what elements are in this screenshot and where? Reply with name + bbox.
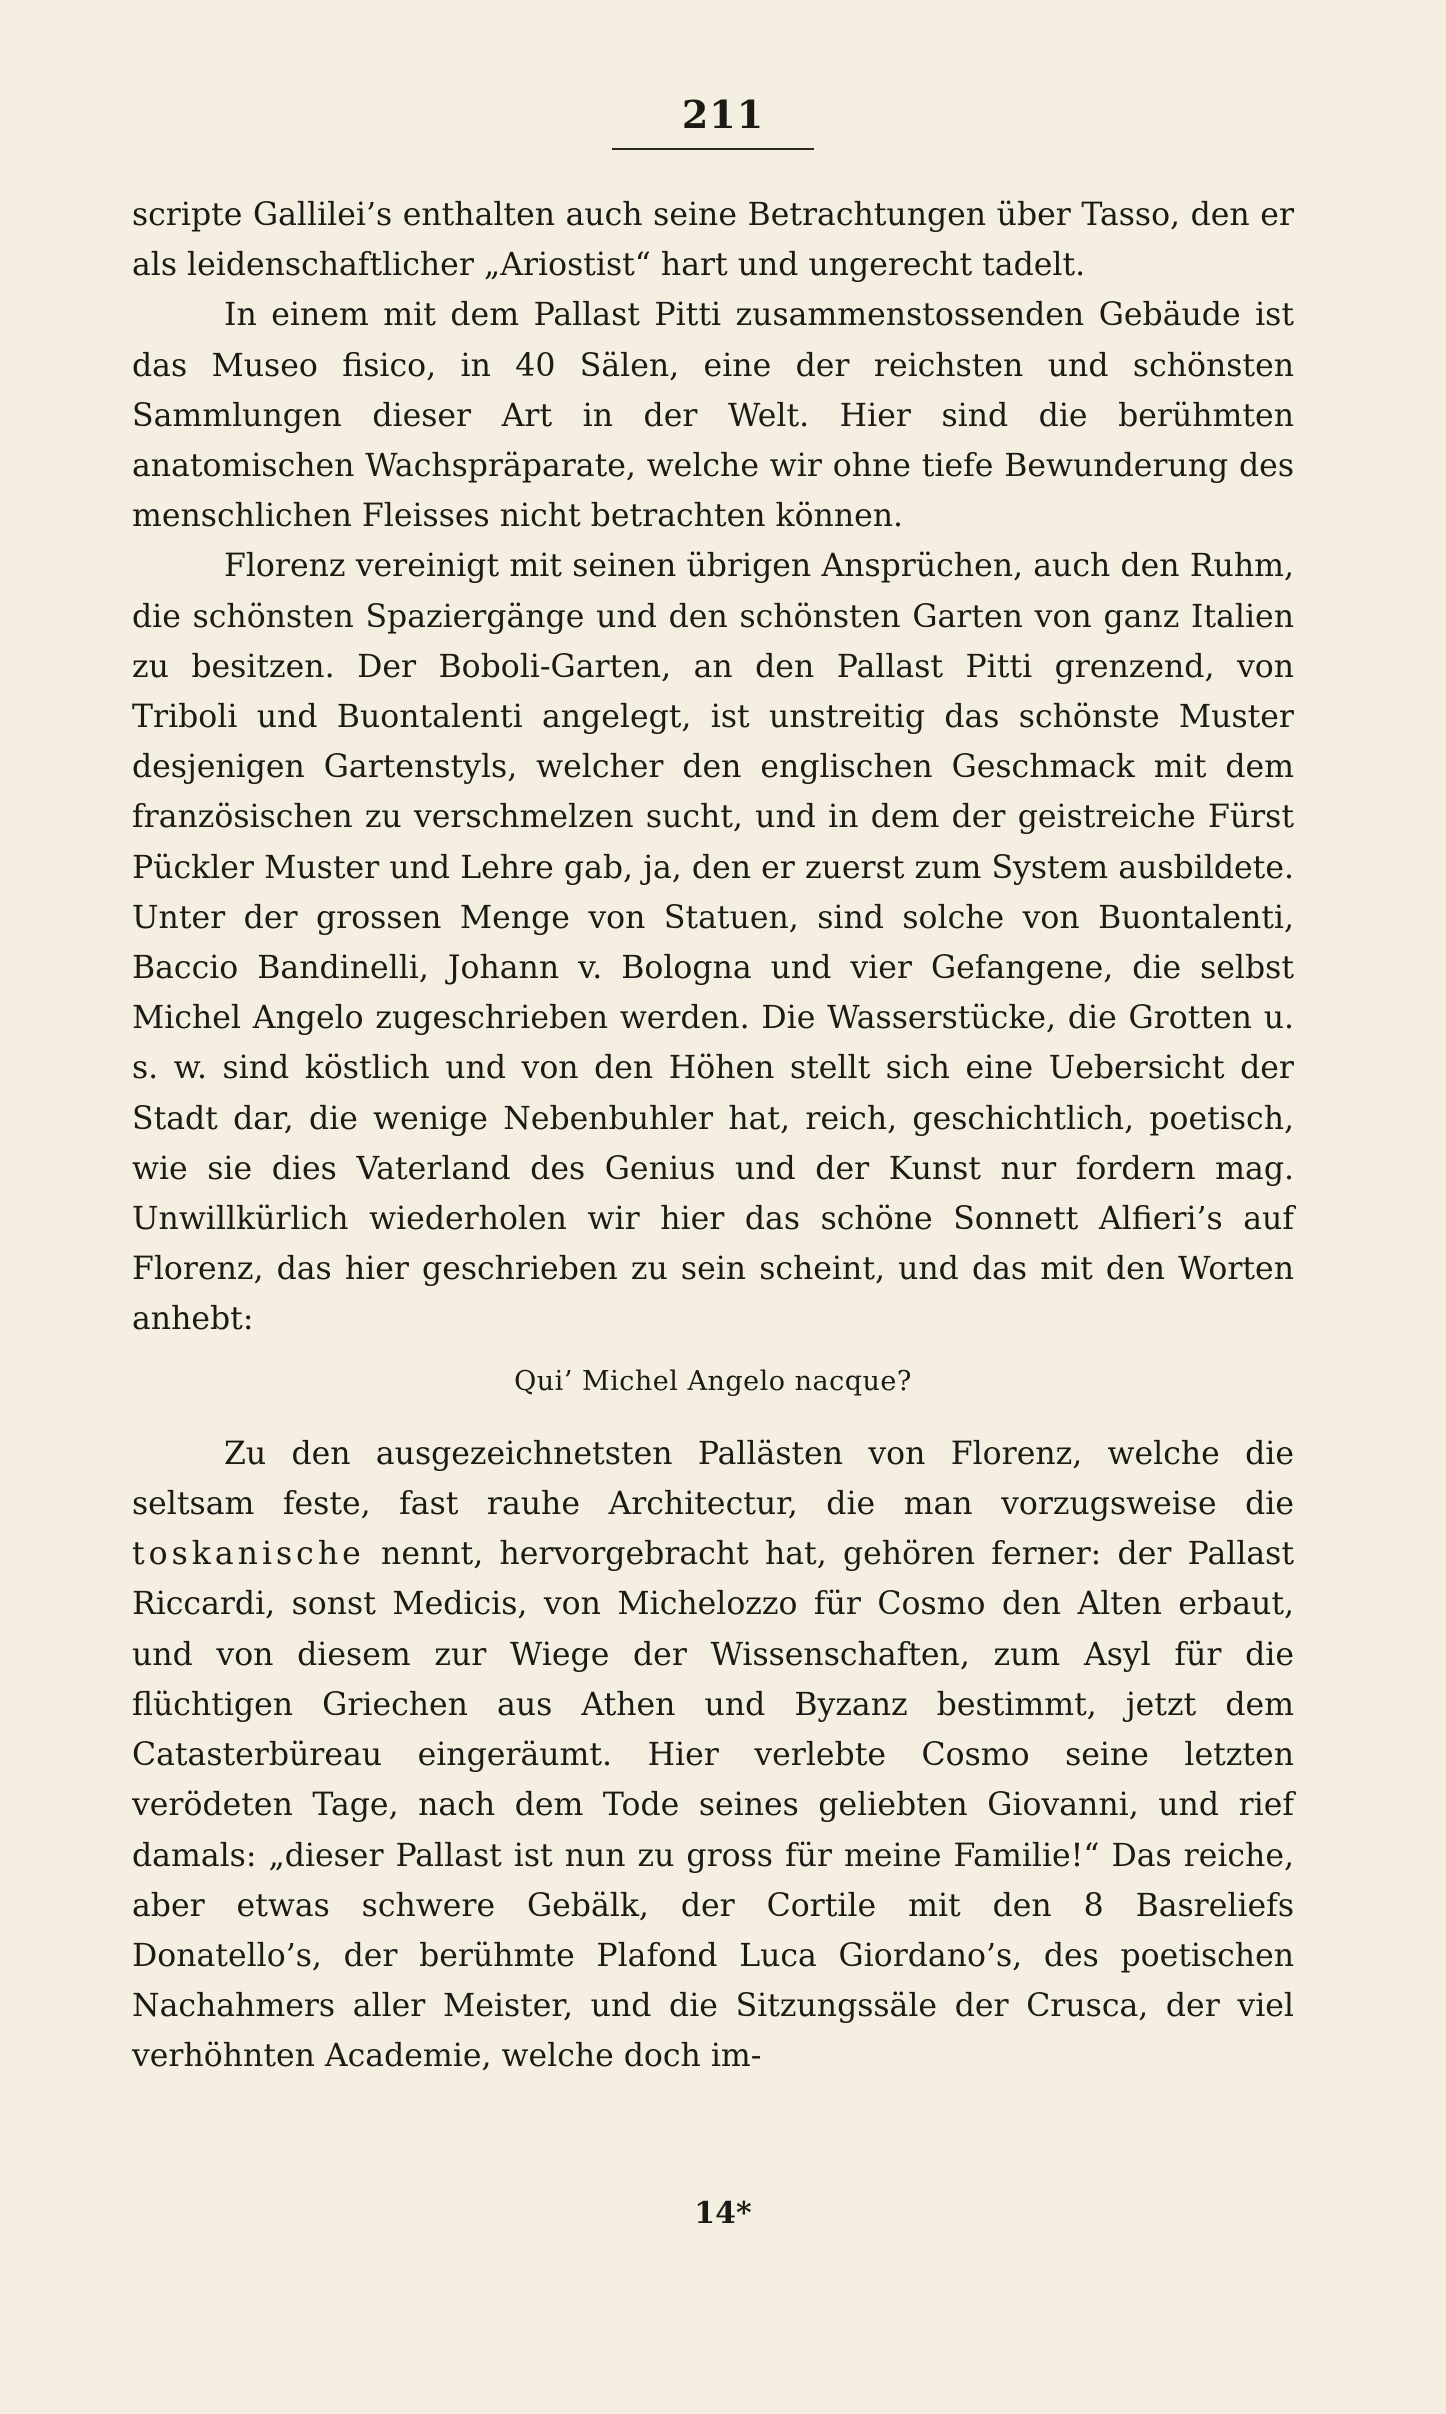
page-number-rule <box>612 148 814 150</box>
paragraph-museo-fisico: In einem mit dem Pallast Pitti zusammenstossenden Gebäude ist das Museo fisico, in 40 Sälen, eine der reichsten und schönsten Sammlungen dieser Art in der Welt. Hier sind die berühmten anatomischen Wachspräparate, welche wir ohne tiefe Bewunderung des menschlichen Fleisses nicht betrachten können. <box>132 297 1294 535</box>
paragraph-palaces <box>132 1429 1294 2082</box>
paragraph-continuation: scripte Gallilei’s enthalten auch seine Betrachtungen über Tasso, den er als leidenschaftlicher „Ariostist“ hart und ungerecht tadelt. <box>132 197 1294 284</box>
printer-signature-mark: 14* <box>694 2196 752 2231</box>
paragraph-palaces-text-end: nennt, hervorgebracht hat, gehören ferner: der Pallast Riccardi, sonst Medicis, von Michelozzo für Cosmo den Alten erbaut, und von diesem zur Wiege der Wissenschaften, zum Asyl für die flüchtigen Griechen aus Athen und Byzanz bestimmt, jetzt dem Catasterbüreau eingeräumt. Hier verlebte Cosmo seine letzten verödeten Tage, nach dem Tode seines geliebten Giovanni, und rief damals: „dieser Pallast ist nun zu gross für meine Familie!“ Das reiche, aber etwas schwere Gebälk, der Cortile mit den 8 Basreliefs Donatello’s, der berühmte Plafond Luca Giordano’s, des poetischen Nachahmers aller Meister, und die Sitzungssäle der Crusca, der viel verhöhnten Academie, welche doch im- <box>132 1536 1294 2075</box>
paragraph-palaces-text-start: Zu den ausgezeichnetsten Pallästen von Florenz, welche die seltsam feste, fast rauhe Architectur, die man vorzugsweise die <box>132 1435 1294 1523</box>
body-text <box>132 190 1294 2082</box>
spaced-emphasis-word: toskanische <box>132 1536 365 1573</box>
quoted-verse: Qui’ Michel Angelo nacque? <box>514 1365 912 1397</box>
paragraph-boboli-garden: Florenz vereinigt mit seinen übrigen Ansprüchen, auch den Ruhm, die schönsten Spaziergänge und den schönsten Garten von ganz Italien zu besitzen. Der Boboli-Garten, an den Pallast Pitti grenzend, von Triboli und Buontalenti angelegt, ist unstreitig das schönste Muster desjenigen Gartenstyls, welcher den englischen Geschmack mit dem französischen zu verschmelzen sucht, und in dem der geistreiche Fürst Pückler Muster und Lehre gab, ja, den er zuerst zum System ausbildete. Unter der grossen Menge von Statuen, sind solche von Buontalenti, Baccio Bandinelli, Johann v. Bologna und vier Gefangene, die selbst Michel Angelo zugeschrieben werden. Die Wasserstücke, die Grotten u. s. w. sind köstlich und von den Höhen stellt sich eine Uebersicht der Stadt dar, die wenige Nebenbuhler hat, reich, geschichtlich, poetisch, wie sie dies Vaterland des Genius und der Kunst nur fordern mag. Unwillkürlich wiederholen wir hier das schöne Sonnett Alfieri’s auf Florenz, das hier geschrieben zu sein scheint, und das mit den Worten anhebt: <box>132 548 1294 1338</box>
page-number: 211 <box>681 92 765 137</box>
